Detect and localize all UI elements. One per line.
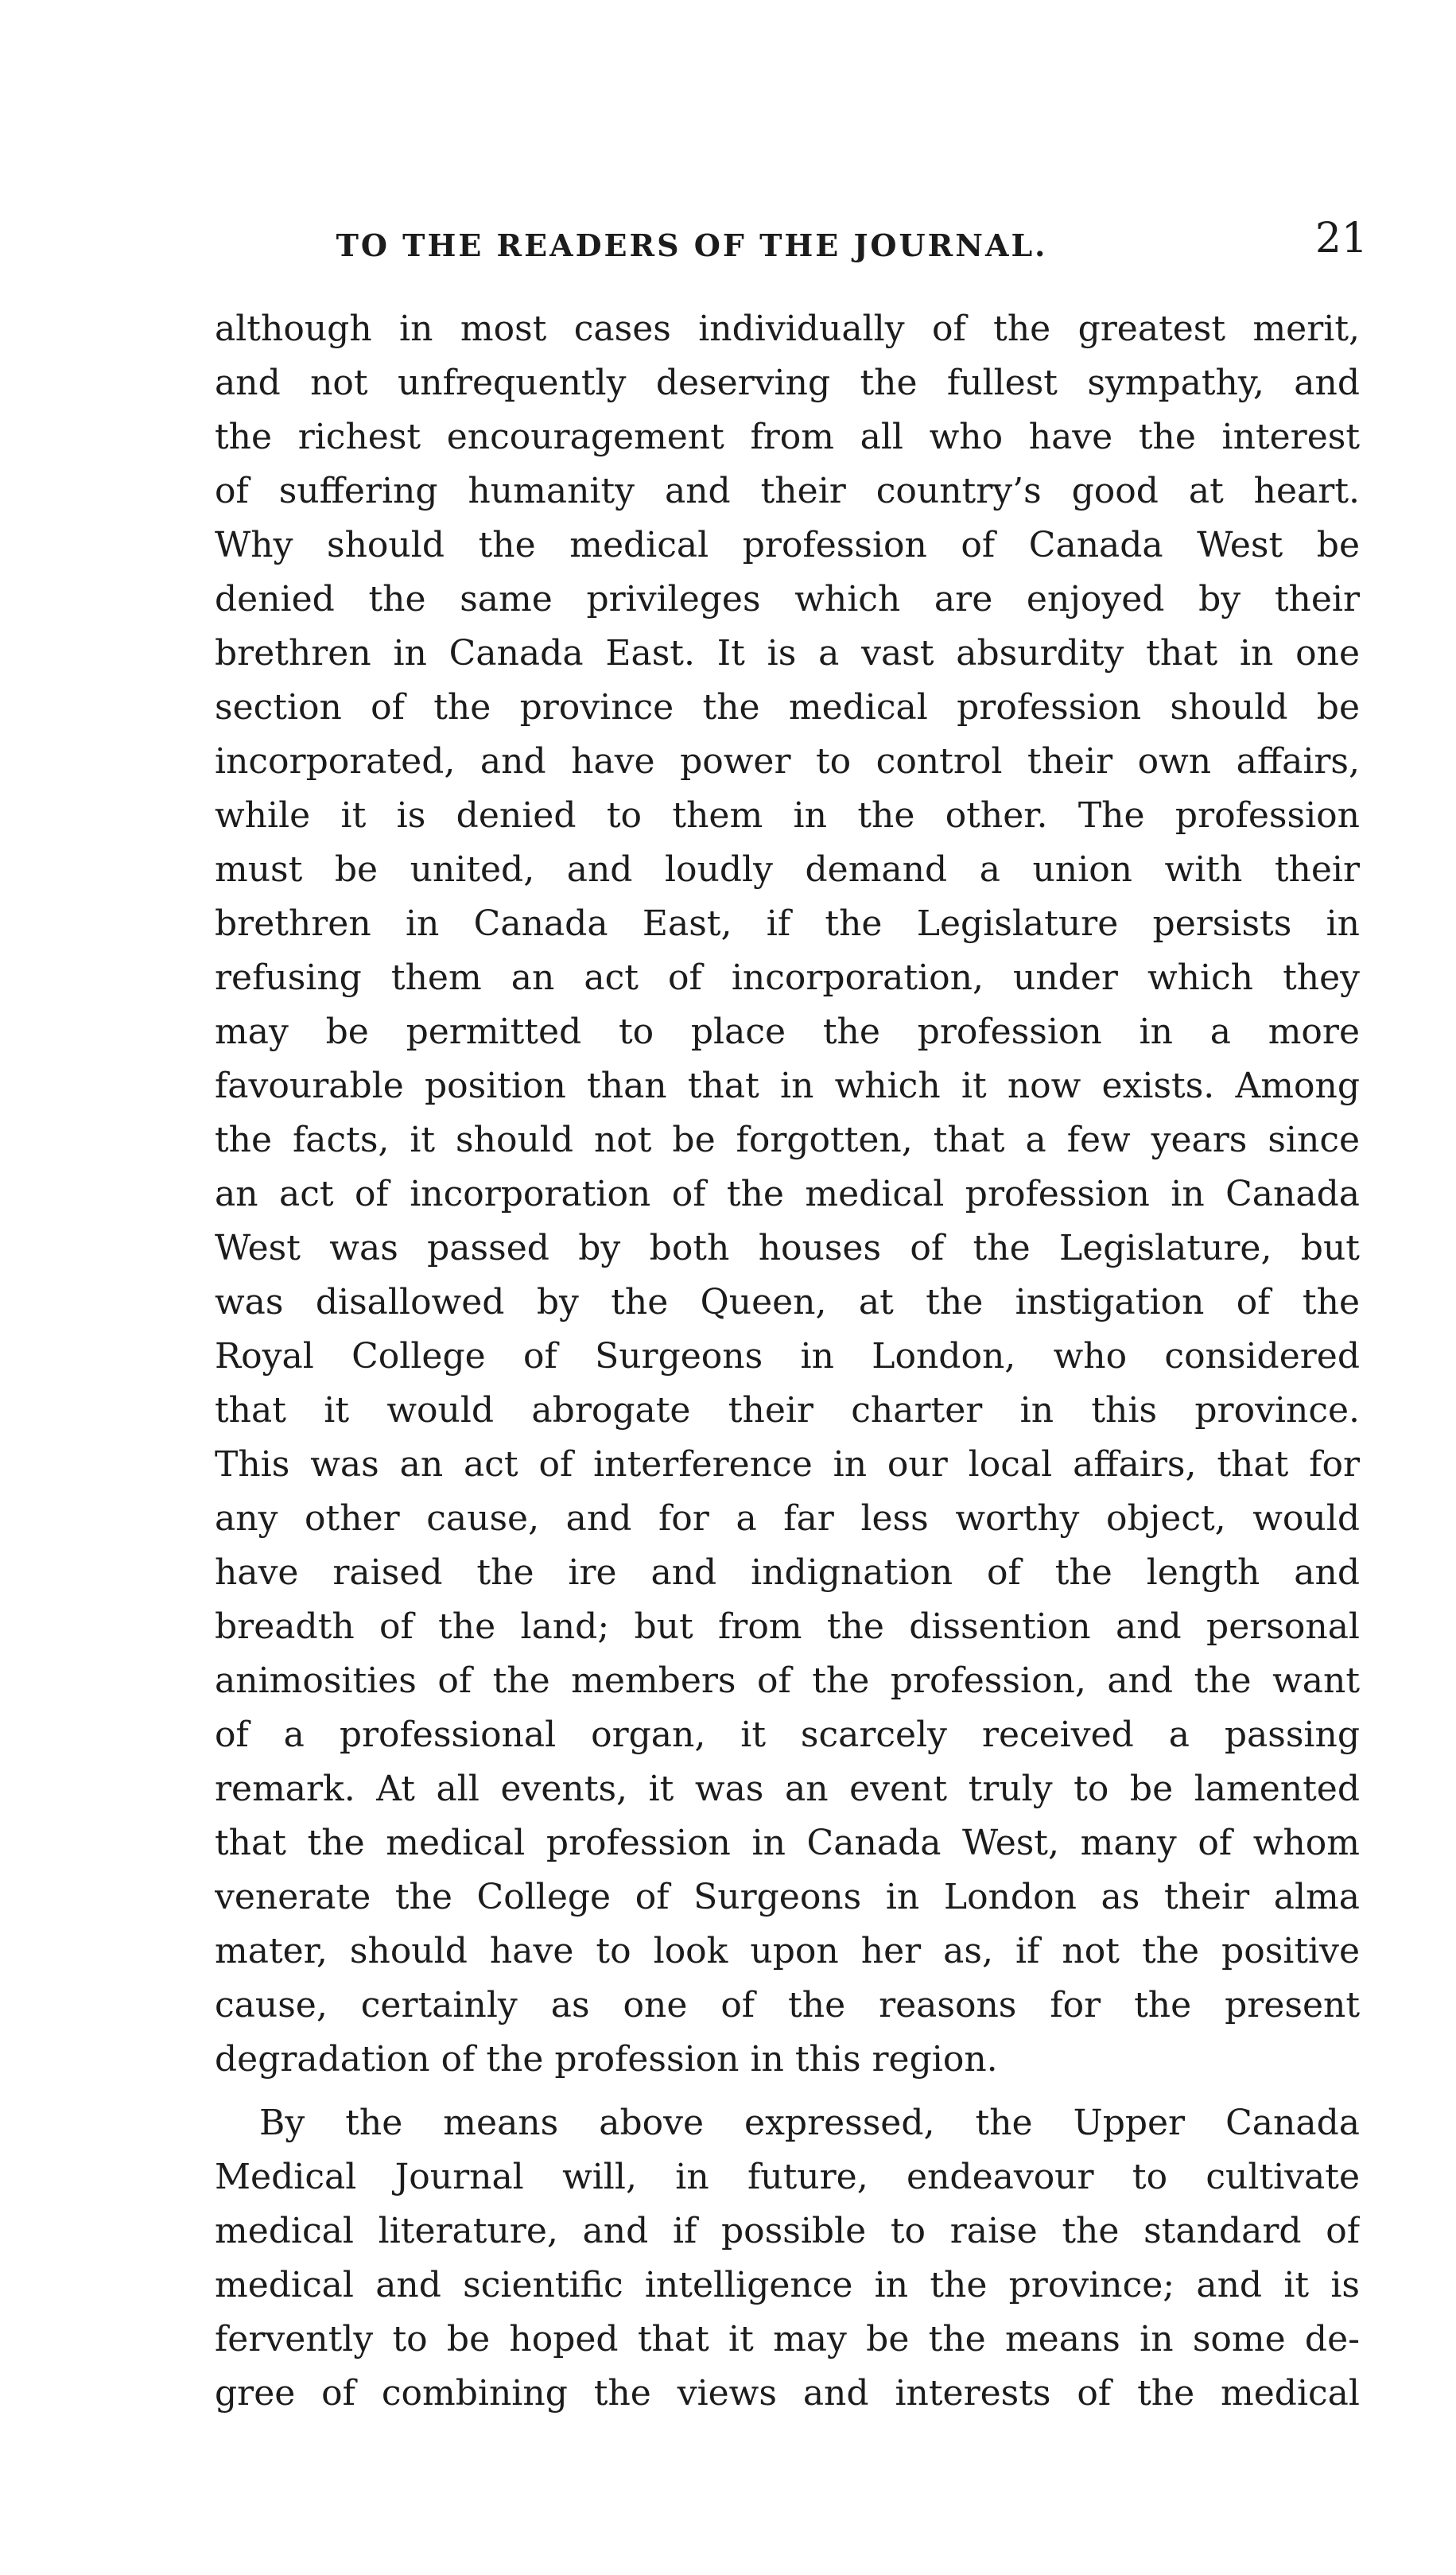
text-line: may be permitted to place the profession in a more: [215, 1012, 1360, 1052]
text-line: while it is denied to them in the other. The profession: [215, 795, 1360, 836]
running-head: [223, 215, 1368, 270]
text-line: medical literature, and if possible to raise the standard of: [215, 2211, 1360, 2251]
paragraph-2: [215, 2096, 1360, 2421]
text-line: West was passed by both houses of the Legislature, but: [215, 1228, 1360, 1268]
text-line: gree of combining the views and interests of the medical: [215, 2373, 1360, 2414]
text-line: denied the same privileges which are enjoyed by their: [215, 579, 1360, 619]
text-line: animosities of the members of the profession, and the want: [215, 1660, 1360, 1701]
text-line: Royal College of Surgeons in London, who considered: [215, 1336, 1360, 1377]
text-line: although in most cases individually of the greatest merit,: [215, 309, 1360, 349]
text-line: venerate the College of Surgeons in London as their alma: [215, 1877, 1360, 1917]
text-line: of suffering humanity and their country’s good at heart.: [215, 471, 1360, 511]
text-line: cause, certainly as one of the reasons for the present: [215, 1985, 1360, 2025]
text-line: the facts, it should not be forgotten, that a few years since: [215, 1120, 1360, 1160]
text-line: breadth of the land; but from the dissention and personal: [215, 1606, 1360, 1647]
text-line: brethren in Canada East, if the Legislature persists in: [215, 903, 1360, 944]
text-line: This was an act of interference in our local affairs, that for: [215, 1444, 1360, 1485]
text-line: must be united, and loudly demand a union with their: [215, 849, 1360, 890]
text-line: section of the province the medical profession should be: [215, 687, 1360, 728]
text-line: Why should the medical profession of Canada West be: [215, 525, 1360, 565]
text-line: By the means above expressed, the Upper Canada: [259, 2103, 1360, 2143]
text-line: the richest encouragement from all who have the interest: [215, 417, 1360, 457]
text-line: medical and scientific intelligence in the province; and it is: [215, 2265, 1360, 2305]
text-line: that it would abrogate their charter in this province.: [215, 1390, 1360, 1431]
text-line: mater, should have to look upon her as, if not the positive: [215, 1931, 1360, 1971]
text-line: refusing them an act of incorporation, under which they: [215, 957, 1360, 998]
running-head-title: TO THE READERS OF THE JOURNAL.: [336, 227, 1048, 263]
text-line: Medical Journal will, in future, endeavour to cultivate: [215, 2157, 1360, 2197]
text-line: of a professional organ, it scarcely received a passing: [215, 1715, 1360, 1755]
text-line: and not unfrequently deserving the fullest sympathy, and: [215, 363, 1360, 403]
text-line: brethren in Canada East. It is a vast absurdity that in one: [215, 633, 1360, 674]
text-line: incorporated, and have power to control their own affairs,: [215, 741, 1360, 782]
text-line: was disallowed by the Queen, at the instigation of the: [215, 1282, 1360, 1322]
text-line: favourable position than that in which it now exists. Among: [215, 1066, 1360, 1106]
text-line: that the medical profession in Canada West, many of whom: [215, 1823, 1360, 1863]
text-line: have raised the ire and indignation of the length and: [215, 1552, 1360, 1593]
page-number: 21: [1314, 215, 1368, 262]
text-line: degradation of the profession in this region.: [215, 2039, 998, 2080]
text-line: any other cause, and for a far less worthy object, would: [215, 1498, 1360, 1539]
paragraph-1: [215, 302, 1360, 2087]
text-line: an act of incorporation of the medical profession in Canada: [215, 1174, 1360, 1214]
body-text: [215, 302, 1360, 2421]
text-line: remark. At all events, it was an event truly to be lamented: [215, 1769, 1360, 1809]
text-line: fervently to be hoped that it may be the means in some de-: [215, 2319, 1360, 2359]
